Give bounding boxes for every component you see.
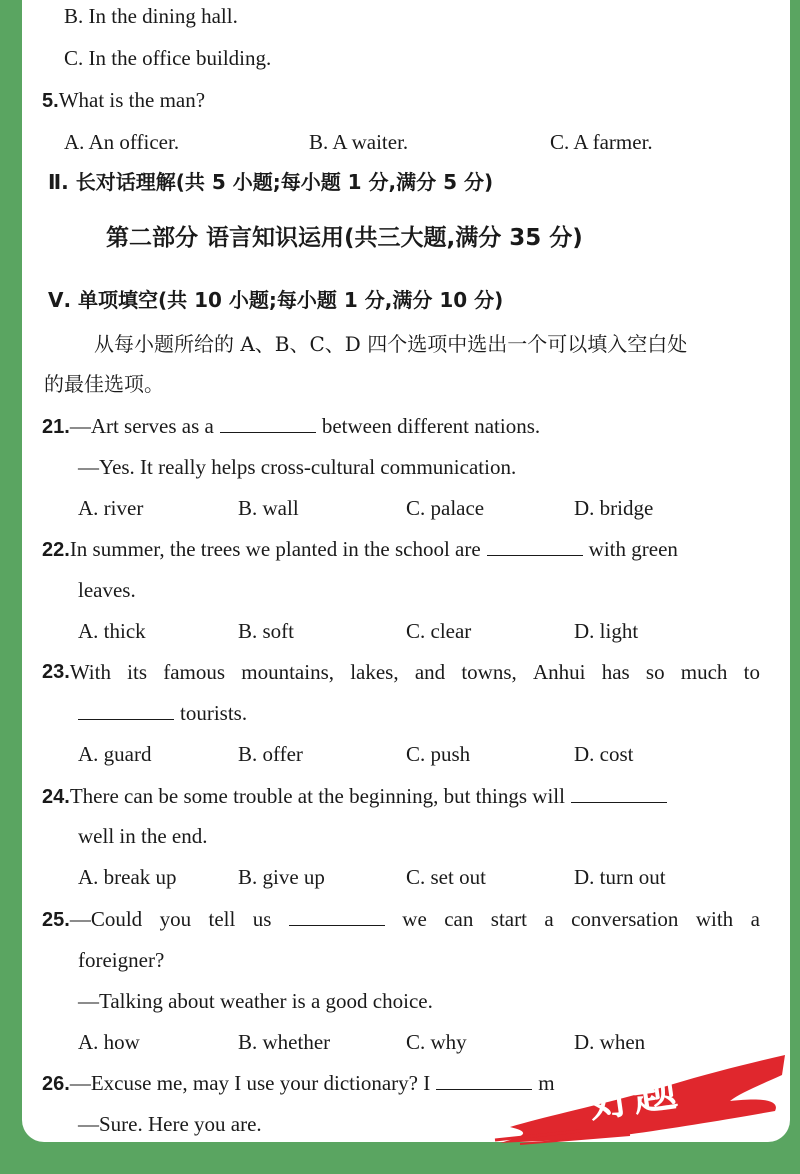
question-number: 26. xyxy=(42,1073,70,1095)
question-continuation xyxy=(78,699,247,727)
question-continuation: foreigner? xyxy=(78,948,165,972)
option-a: A. break up xyxy=(78,865,177,889)
option-d: D. when xyxy=(574,1030,646,1054)
question-text-pre: —Excuse me, may I use your dictionary? I xyxy=(69,1071,431,1095)
question-21 xyxy=(42,412,540,441)
option-c: C. In the office building. xyxy=(64,46,272,70)
option-d: D. bridge xyxy=(574,496,654,520)
option-b: B. give up xyxy=(238,865,325,889)
instructions-line-2: 的最佳选项。 xyxy=(44,372,164,396)
option-c: C. palace xyxy=(406,496,485,520)
part-heading: 第二部分 语言知识运用(共三大题,满分 35 分) xyxy=(106,225,583,251)
option-c: C. push xyxy=(406,742,471,766)
question-26 xyxy=(42,1069,555,1098)
option-b: B. offer xyxy=(238,742,303,766)
option-b: B. A waiter. xyxy=(309,130,409,154)
badge-label: 好题 xyxy=(585,1065,681,1128)
response-line: —Sure. Here you are. xyxy=(78,1112,262,1136)
document-page xyxy=(22,0,790,1142)
option-b: B. whether xyxy=(238,1030,331,1054)
question-text: —Could you tell us we can start a conversation with a xyxy=(69,907,760,931)
option-d: D. light xyxy=(574,619,639,643)
question-number: 5. xyxy=(42,90,59,112)
question-text-post: tourists. xyxy=(180,701,248,725)
question-text-post: between different nations. xyxy=(321,414,541,438)
question-continuation: leaves. xyxy=(78,578,136,602)
question-22 xyxy=(42,535,678,564)
option-c: C. why xyxy=(406,1030,467,1054)
question-text-pre: In summer, the trees we planted in the school are xyxy=(69,537,481,561)
question-number: 21. xyxy=(42,416,70,438)
good-question-badge xyxy=(490,1045,790,1145)
question-text-pre: There can be some trouble at the beginning, but things will xyxy=(69,784,565,808)
question-number: 22. xyxy=(42,539,70,561)
question-text-post: with green xyxy=(588,537,678,561)
question-24 xyxy=(42,782,673,811)
option-b: B. wall xyxy=(238,496,299,520)
question-number: 25. xyxy=(42,909,70,931)
option-a: A. how xyxy=(78,1030,140,1054)
answer-blank xyxy=(487,537,583,556)
response-line: —Talking about weather is a good choice. xyxy=(78,989,433,1013)
question-text: What is the man? xyxy=(58,88,206,112)
response-line: —Yes. It really helps cross-cultural communication. xyxy=(78,455,517,479)
answer-blank xyxy=(571,784,667,803)
option-d: D. cost xyxy=(574,742,634,766)
option-a: A. An officer. xyxy=(64,130,180,154)
answer-blank xyxy=(289,907,385,926)
option-b: B. In the dining hall. xyxy=(64,4,238,28)
question-continuation: well in the end. xyxy=(78,824,208,848)
question-number: 23. xyxy=(42,661,70,683)
answer-blank xyxy=(78,701,174,720)
section-heading-5: Ⅴ. 单项填空(共 10 小题;每小题 1 分,满分 10 分) xyxy=(48,288,504,312)
option-c: C. set out xyxy=(406,865,486,889)
question-text: With its famous mountains, lakes, and towns, Anhui has so much to xyxy=(69,660,760,684)
option-b: B. soft xyxy=(238,619,295,643)
option-c: C. clear xyxy=(406,619,472,643)
answer-blank xyxy=(220,414,316,433)
option-a: A. thick xyxy=(78,619,146,643)
section-heading-2: Ⅱ. 长对话理解(共 5 小题;每小题 1 分,满分 5 分) xyxy=(48,170,494,194)
question-text-post: m xyxy=(538,1071,555,1095)
question-23 xyxy=(42,658,760,686)
question-number: 24. xyxy=(42,786,70,808)
option-a: A. guard xyxy=(78,742,152,766)
question-5 xyxy=(42,86,205,115)
question-25 xyxy=(42,905,760,934)
question-text-pre: —Art serves as a xyxy=(69,414,214,438)
option-c: C. A farmer. xyxy=(550,130,653,154)
option-d: D. turn out xyxy=(574,865,666,889)
instructions-line-1: 从每小题所给的 A、B、C、D 四个选项中选出一个可以填入空白处 xyxy=(94,332,688,356)
option-a: A. river xyxy=(78,496,144,520)
